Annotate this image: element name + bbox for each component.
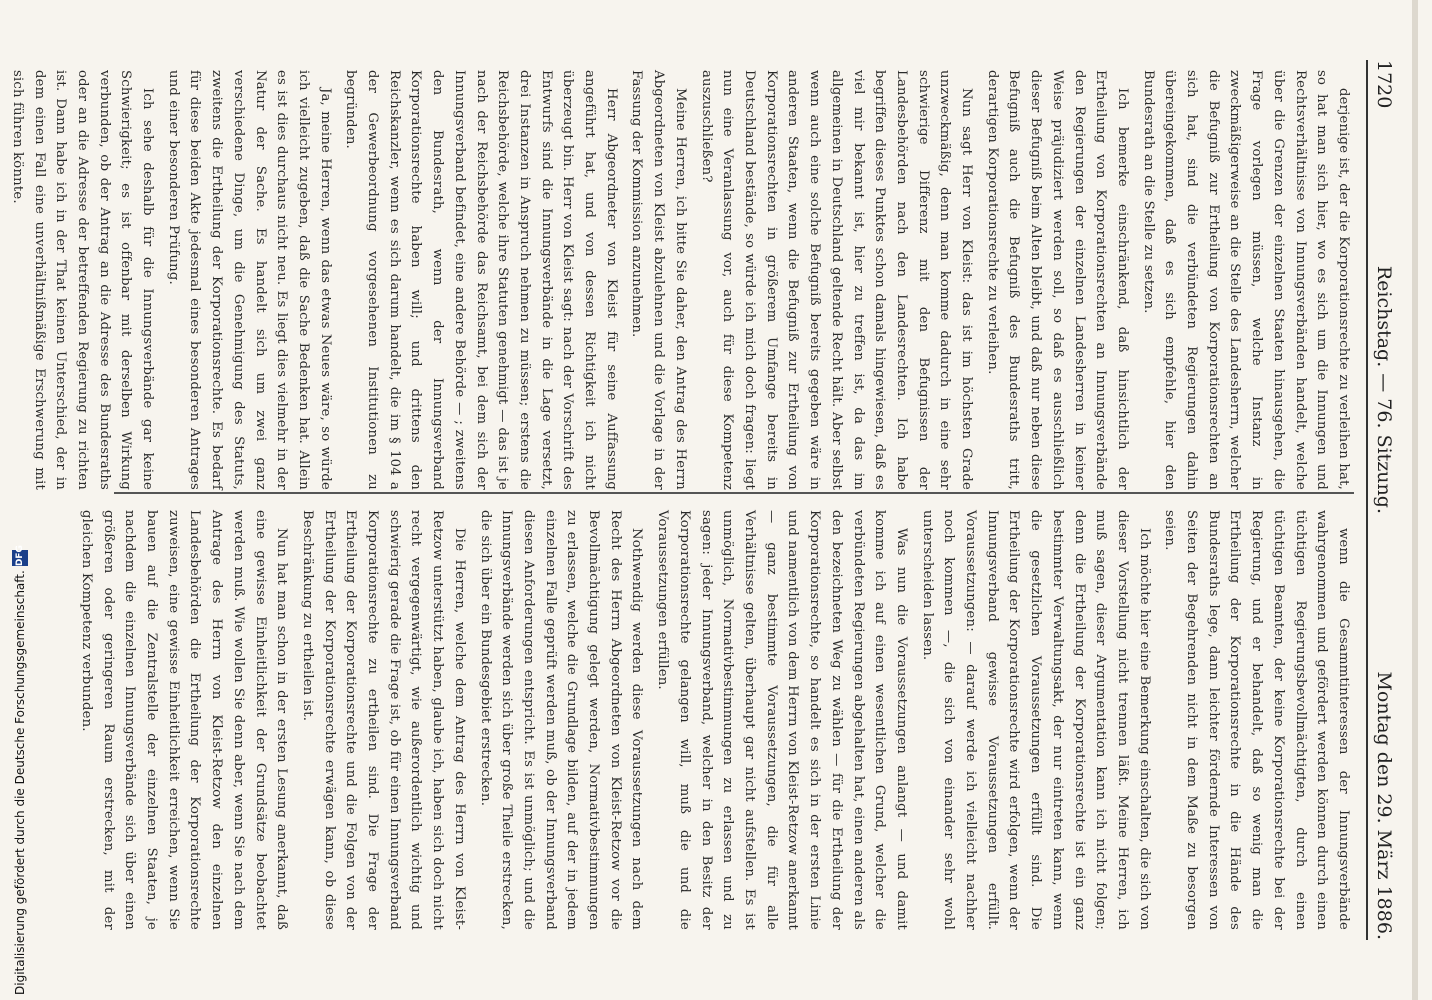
paragraph: Ja, meine Herren, wenn das etwas Neues wäre, so würde ich vielleicht zugeben, daß die Sache Bedenken hat. Allein es ist dies durchaus nicht neu. Es liegt dies vielmehr in der Natur der Sache. Es handelt sich um zwei ganz verschiedene Dinge, um die Genehmigung des Statuts, zweitens die Ertheilung der Korporationsrechte. Es bedarf für diese beiden Akte jedesmal eines besonderen Antrages und einer besonderen Prüfung. [165,70,333,490]
paragraph: Nun sagt Herr von Kleist: das ist im höchsten Grade unzweckmäßig, denn man komme dadurch in eine sehr schwierige Differenz mit den Befugnissen der Landesbehörden nach den Landesrechten. Ich habe begriffen dieses Punktes schon damals hingewiesen, daß es viel mir bekannt ist, hier zu treffen ist, da das im allgemeinen in Deutschland geltende Recht hält. Aber selbst wenn auch eine solche Befugniß bereits gegeben wäre in anderen Staaten, wenn die Befugniß zur Ertheilung von Korporationsrechten in größerem Umfange bereits in Deutschland bestände, so würde ich mich doch fragen: liegt nun eine Veranlassung vor, auch für diese Kompetenz auszuschließen? [698,70,975,490]
header-rule [1366,60,1368,940]
left-column [9,70,1354,491]
paragraph: Nothwendig werden diese Voraussetzungen nach dem Recht des Herrn Abgeordneten von Kleist-Retzow vor die Bevollmächtigung gelegt werden, Normativbestimmungen zu erlassen, welche die Grundlage bilden, auf der in jedem einzelnen Falle geprüft werden muß, ob der Innungsverband diesen Anforderungen entspricht. Es ist unmöglich; und die Innungsverbände werden sich über große Theile erstrecken, die sich über ein Bundesgebiet erstrecken. [477,510,645,930]
scan-edge [1412,0,1418,1000]
right-column [78,510,1354,930]
paragraph: Was nun die Voraussetzungen anlangt — und damit komme ich auf einen wesentlichen Grund, welcher die verbündeten Regierungen abgehalten hat, einen anderen als den bezeichneten Weg zu wählen — für die Ertheilung der Korporationsrechte, so handelt es sich in der ersten Linie und namentlich von dem Herrn von Kleist-Retzow anerkannt — ganz bestimmte Voraussetzungen, die für alle Verhältnisse gelten, überhaupt gar nicht aufstellen. Es ist unmöglich, Normativbestimmungen zu erlassen und zu sagen: jeder Innungsverband, welcher in den Besitz der Korporationsrechte gelangen will, muß die und die Voraussetzungen erfüllen. [655,510,909,930]
paragraph: Ich möchte hier eine Bemerkung einschalten, die sich von dieser Vorstellung nicht trennen läßt. Meine Herren, ich muß sagen, dieser Argumentation kann ich nicht folgen; denn die Ertheilung der Korporationsrechte ist ein ganz bestimmter Verwaltungsakt, der nur eintreten kann, wenn die gesetzlichen Voraussetzungen erfüllt sind. Die Ertheilung der Korporationsrechte wird erfolgen, wenn der Innungsverband gewisse Voraussetzungen erfüllt. Voraussetzungen: — darauf werde ich vielleicht nachher noch kommen —, die sich von einander sehr wohl unterscheiden lassen. [919,510,1152,930]
dfg-logo-icon: DFG [12,550,28,566]
column-divider [114,492,1354,494]
paragraph: Die Herren, welche dem Antrag des Herrn von Kleist-Retzow unterstützt haben, glaube ich, haben sich doch nicht recht vergegenwärtigt, wie außerordentlich wichtig und schwierig gerade die Frage ist, ob für einen Innungsverband Korporationsrechte zu ertheilen sind. Die Frage der Ertheilung der Korporationsrechte und die Folgen von der Ertheilung der Korporationsrechte erwägen kann, ob diese Beschränkung zu ertheilen ist. [299,510,467,930]
paragraph [0,70,2,490]
running-head [1364,60,1404,940]
paragraph: Nun hat man schon in der ersten Lesung anerkannt, daß eine gewisse Einheitlichkeit der Grundsätze beobachtet werden muß. Wie wollen Sie denn aber, wenn Sie nach dem Antrage des Herrn von Kleist-Retzow den einzelnen Landesbehörden die Ertheilung der Korporationsrechte zuweisen, eine gewisse Einheitlichkeit erreichen, wenn Sie bauen auf die Zentralstelle der einzelnen Staaten, je nachdem die einzelnen Innungsverbände sich über einen größeren oder geringeren Raum erstrecken, mit der gleichen Kompetenz verbunden. [78,510,290,930]
paragraph: Ich bemerke einschränkend, daß hinsichtlich der Ertheilung von Korporationsrechten an Innungsverbände den Regierungen der einzelnen Landesherren in keiner Weise präjudiziert werden soll, so daß es ausschließlich dieser Befugniß beim Alten bleibt, und daß nur neben diese Befugniß auch die Befugniß des Bundesraths tritt, derartigen Korporationsrechte zu verleihen. [984,70,1130,490]
credit-text: Digitalisierung gefördert durch die Deutsche Forschungsgemeinschaft. [13,570,27,995]
digitization-credit [10,545,30,995]
session-date: Montag den 29. März 1886. [1373,671,1395,940]
page-number: 1720 [1373,60,1395,109]
section-title: Reichstag. — 76. Sitzung. [1373,265,1395,514]
paragraph: Herr Abgeordneter von Kleist für seine Auffassung angeführt hat, und von dessen Richtigkeit ich nicht überzeugt bin. Herr von Kleist sagt: nach der Vorschrift des Entwurfs sind die Innungsverbände in die Lage versetzt, drei Instanzen in Anspruch nehmen zu müssen; erstens die Reichsbehörde, welche ihre Statuten genehmigt — das ist je nach der Reichsbehörde das Reichsamt, bei dem sich der Innungsverband befindet, eine andere Behörde — ; zweitens den Bundesrath, wenn der Innungsverband Korporationsrechte haben will; und drittens den Reichskanzler, wenn es sich darum handelt, die im § 104 a der Gewerbeordnung vorgesehenen Institutionen zu begründen. [343,70,619,490]
paragraph: derjenige ist, der die Korporationsrechte zu verleihen hat, so hat man sich hier, wo es sich um die Innungen und Rechtsverhältnisse von Innungsverbänden handelt, welche über die Grenzen der einzelnen Staaten hinausgehen, die Frage vorlegen müssen, welche Instanz in zweckmäßigerweise an die Stelle des Landesherrn, welcher die Befugniß zur Ertheilung von Korporationsrechten an sich hat, sind die verbündeten Regierungen dahin übereingekommen, daß es sich empfehle, hier den Bundesrath an die Stelle zu setzen. [1140,70,1351,491]
paragraph: Meine Herren, ich bitte Sie daher, den Antrag des Herrn Abgeordneten von Kleist abzulehnen und die Vorlage in der Fassung der Kommission anzunehmen. [629,70,688,490]
paragraph: Ich sehe deshalb für die Innungsverbände gar keine Schwierigkeit; es ist offenbar mit derselben Wirkung verbunden, ob der Antrag an die Adresse des Bundesraths oder an die Adresse der betreffenden Regierung zu richten ist. Dann habe ich in der That keinen Unterschied, der in dem einen Fall eine unverhältnißmäßige Erschwerung mit sich führen könnte. [9,70,156,490]
paragraph: wenn die Gesammtinteressen der Innungsverbände wahrgenommen und gefördert werden können durch einen tüchtigen Regierungsbevollmächtigten, durch einen tüchtigen Beamten, der keine Korporationsrechte bei der Regierung, und er behandelt, daß so wenig man die Ertheilung der Korporationsrechte in die Hände des Bundesraths lege, dann leichter fördernde Interessen von Seiten der Begehrenden nicht in dem Maße zu besorgen seien. [1162,510,1351,930]
